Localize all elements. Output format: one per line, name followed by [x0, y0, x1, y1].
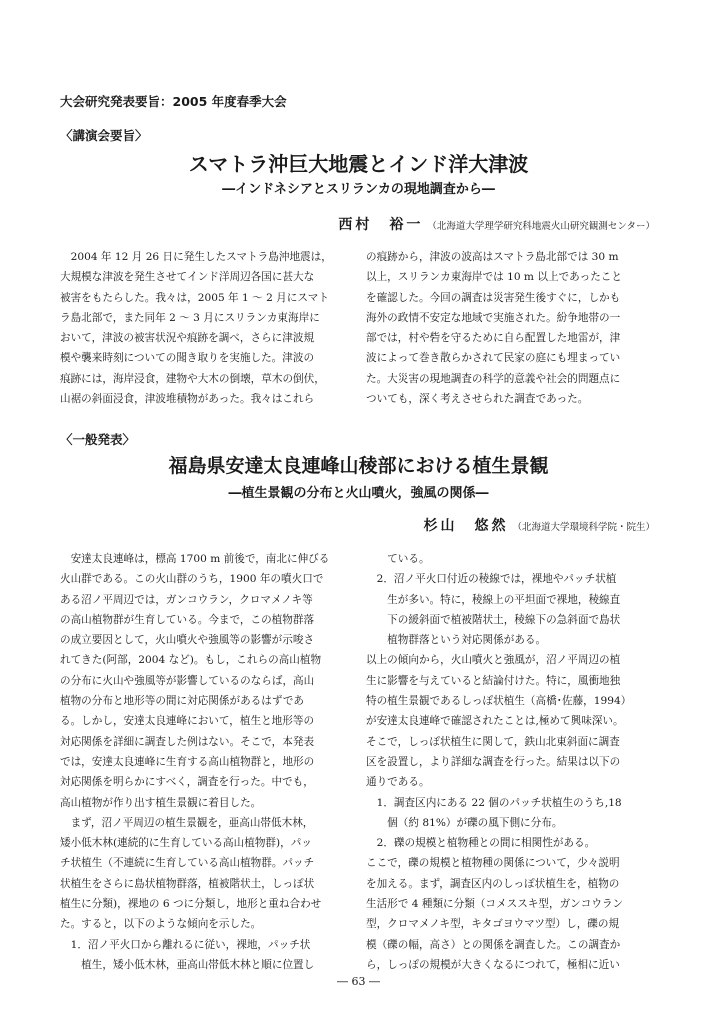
text-line: ラ島北部で，また同年 2 ～ 3 月にスリランカ東海岸に	[60, 311, 320, 324]
text-line: ある沼ノ平周辺では，ガンコウラン，クロマメノキ等	[60, 593, 313, 606]
article-subtitle-2: ―植生景観の分布と火山噴火，強風の関係―	[228, 486, 489, 501]
text-line: 大規模な津波を発生させてインド洋周辺各国に甚大な	[60, 271, 315, 284]
text-line: の分布に火山や強風等が影響しているのならば，高山	[60, 674, 315, 687]
text-line: 海外の政情不安定な地域で実施された。紛争地帯の一	[366, 311, 621, 324]
text-line: では，安達太良連峰に生育する高山植物群と，地形の	[60, 755, 315, 768]
article-1-right-column	[366, 247, 658, 409]
author-line-1	[338, 214, 655, 234]
text-line: 区を設置し，より詳細な調査を行った。結果は以下の	[366, 755, 621, 768]
article-subtitle-1: ―インドネシアとスリランカの現地調査から―	[222, 182, 495, 197]
text-line: 1．沼ノ平火口から離れるに従い，裸地，パッチ状	[60, 938, 311, 951]
text-line: が安達太良連峰で確認されたことは,極めて興味深い。	[366, 715, 624, 728]
text-line: 山裾の斜面浸食，津波堆積物があった。我々はこれら	[60, 393, 315, 406]
text-line: の成立要因として，火山噴火や強風等の影響が示唆さ	[60, 634, 315, 647]
text-line: 2004 年 12 月 26 日に発生したスマトラ島沖地震は，	[60, 251, 332, 263]
text-line: 以上の傾向から，火山噴火と強風が，沼ノ平周辺の植	[366, 654, 621, 667]
text-line: チ状植生（不連続に生育している高山植物群。パッチ	[60, 857, 315, 870]
journal-header: 大会研究発表要旨：2005 年度春季大会	[60, 94, 287, 109]
author-affiliation-2: （北海道大学環境科学院・院生）	[512, 522, 655, 533]
text-line: 状植生をさらに島状植物群落，植被階状土，しっぽ状	[60, 877, 315, 890]
text-line: 部では，村や砦を守るために自ら配置した地雷が，津	[366, 332, 621, 345]
text-line: 植物群落という対応関係がある。	[366, 634, 547, 647]
author-name-2: 杉山 悠然	[423, 518, 509, 534]
text-line: 植物の分布と地形等の間に対応関係があるはずであ	[60, 695, 304, 708]
text-line: 1．調査区内にある 22 個のパッチ状植生のうち,18	[366, 796, 622, 809]
text-line: 痕跡には，海岸浸食，建物や大木の倒壊，草木の倒伏，	[60, 372, 325, 385]
text-line: ここで，礫の規模と植物種の関係について，少々説明	[366, 857, 620, 870]
text-line: た。大災害の現地調査の科学的意義や社会的問題点に	[366, 372, 621, 385]
text-line: 植生に分類)，裸地の 6 つに分類し，地形と重ね合わせ	[60, 898, 322, 911]
text-line: ている。	[366, 553, 430, 565]
text-line: 波によって巻き散らかされて民家の庭にも埋まってい	[366, 352, 621, 365]
article-title-1: スマトラ沖巨大地震とインド洋大津波	[188, 152, 529, 176]
text-line: の高山植物群が生育している。今まで，この植物群落	[60, 613, 315, 626]
text-line: れてきた(阿部，2004 など)。もし，これらの高山植物	[60, 654, 322, 667]
text-line: ついても，深く考えさせられた調査であった。	[366, 393, 589, 406]
text-line: 下の緩斜面で植被階状土，稜線下の急斜面で島状	[366, 613, 621, 626]
text-line: そこで，しっぽ状植生に関して，鉄山北東斜面に調査	[366, 735, 620, 748]
text-line: 矮小低木林(連続的に生育している高山植物群)，パッ	[60, 837, 312, 850]
text-line: た。すると，以下のような傾向を示した。	[60, 918, 262, 931]
text-line: まず，沼ノ平周辺の植生景観を，亜高山帯低木林，	[60, 816, 314, 829]
text-line: 火山群である。この火山群のうち，1900 年の噴火口で	[60, 573, 324, 586]
text-line: 個（約 81%）が礫の風下側に分布。	[366, 816, 563, 829]
text-line: 通りである。	[366, 776, 430, 789]
text-line: 被害をもたらした。我々は，2005 年 1 ～ 2 月にスマト	[60, 291, 329, 304]
text-line: の痕跡から，津波の波高はスマトラ島北部では 30 m	[366, 251, 619, 263]
article-1-left-column	[60, 247, 350, 409]
article-title-2: 福島県安達太良連峰山稜部における植生景観	[168, 455, 549, 477]
text-line: 生に影響を与えていると結論付けた。特に，風衝地独	[366, 674, 621, 687]
text-line: 模や襲来時刻についての聞き取りを実施した。津波の	[60, 352, 315, 365]
text-line: る。しかし，安達太良連峰において，植生と地形等の	[60, 715, 315, 728]
text-line: 対応関係を詳細に調査した例はない。そこで，本発表	[60, 735, 315, 748]
text-line: 以上，スリランカ東海岸では 10 m 以上であったこと	[366, 271, 622, 284]
author-line-2	[423, 515, 655, 535]
section-label-general: 〈一般発表〉	[60, 432, 136, 447]
author-name-1: 西村 裕一	[338, 217, 424, 233]
text-line: 植生，矮小低木林，亜高山帯低木林と順に位置し	[60, 958, 315, 971]
section-label-lecture: 〈講演会要旨〉	[60, 128, 148, 143]
text-line: 2．礫の規模と植物種との間に相関性がある。	[366, 837, 596, 850]
text-line: 模（礫の幅，高さ）との関係を調査した。この調査か	[366, 938, 621, 951]
text-line: ら，しっぽの規模が大きくなるにつれて，極相に近い	[366, 958, 620, 971]
article-2-left-column	[60, 549, 350, 975]
text-line: 2．沼ノ平火口付近の稜線では，裸地やパッチ状植	[366, 573, 617, 586]
text-line: 安達太良連峰は，標高 1700 m 前後で，南北に伸びる	[60, 553, 330, 565]
text-line: 生活形で 4 種類に分類（コメススキ型，ガンコウラン	[366, 898, 624, 911]
text-line: おいて，津波の被害状況や痕跡を調べ，さらに津波規	[60, 332, 315, 345]
text-line: 生が多い。特に，稜線上の平坦面で裸地，稜線直	[366, 593, 621, 606]
text-line: 高山植物が作り出す植生景観に着目した。	[60, 796, 262, 809]
text-line: 特の植生景観であるしっぽ状植生（高橋･佐藤，1994）	[366, 695, 632, 708]
text-line: を確認した。今回の調査は災害発生後すぐに，しかも	[366, 291, 621, 304]
text-line: 型，クロマメノキ型，キタゴヨウマツ型）し，礫の規	[366, 918, 620, 931]
article-2-right-column	[366, 549, 658, 975]
text-line: 対応関係を明らかにすべく，調査を行った。中でも，	[60, 776, 314, 789]
author-affiliation-1: （北海道大学理学研究科地震火山研究観測センター）	[427, 221, 655, 232]
page-number: ― 63 ―	[337, 975, 380, 988]
text-line: を加える。まず，調査区内のしっぽ状植生を，植物の	[366, 877, 620, 890]
